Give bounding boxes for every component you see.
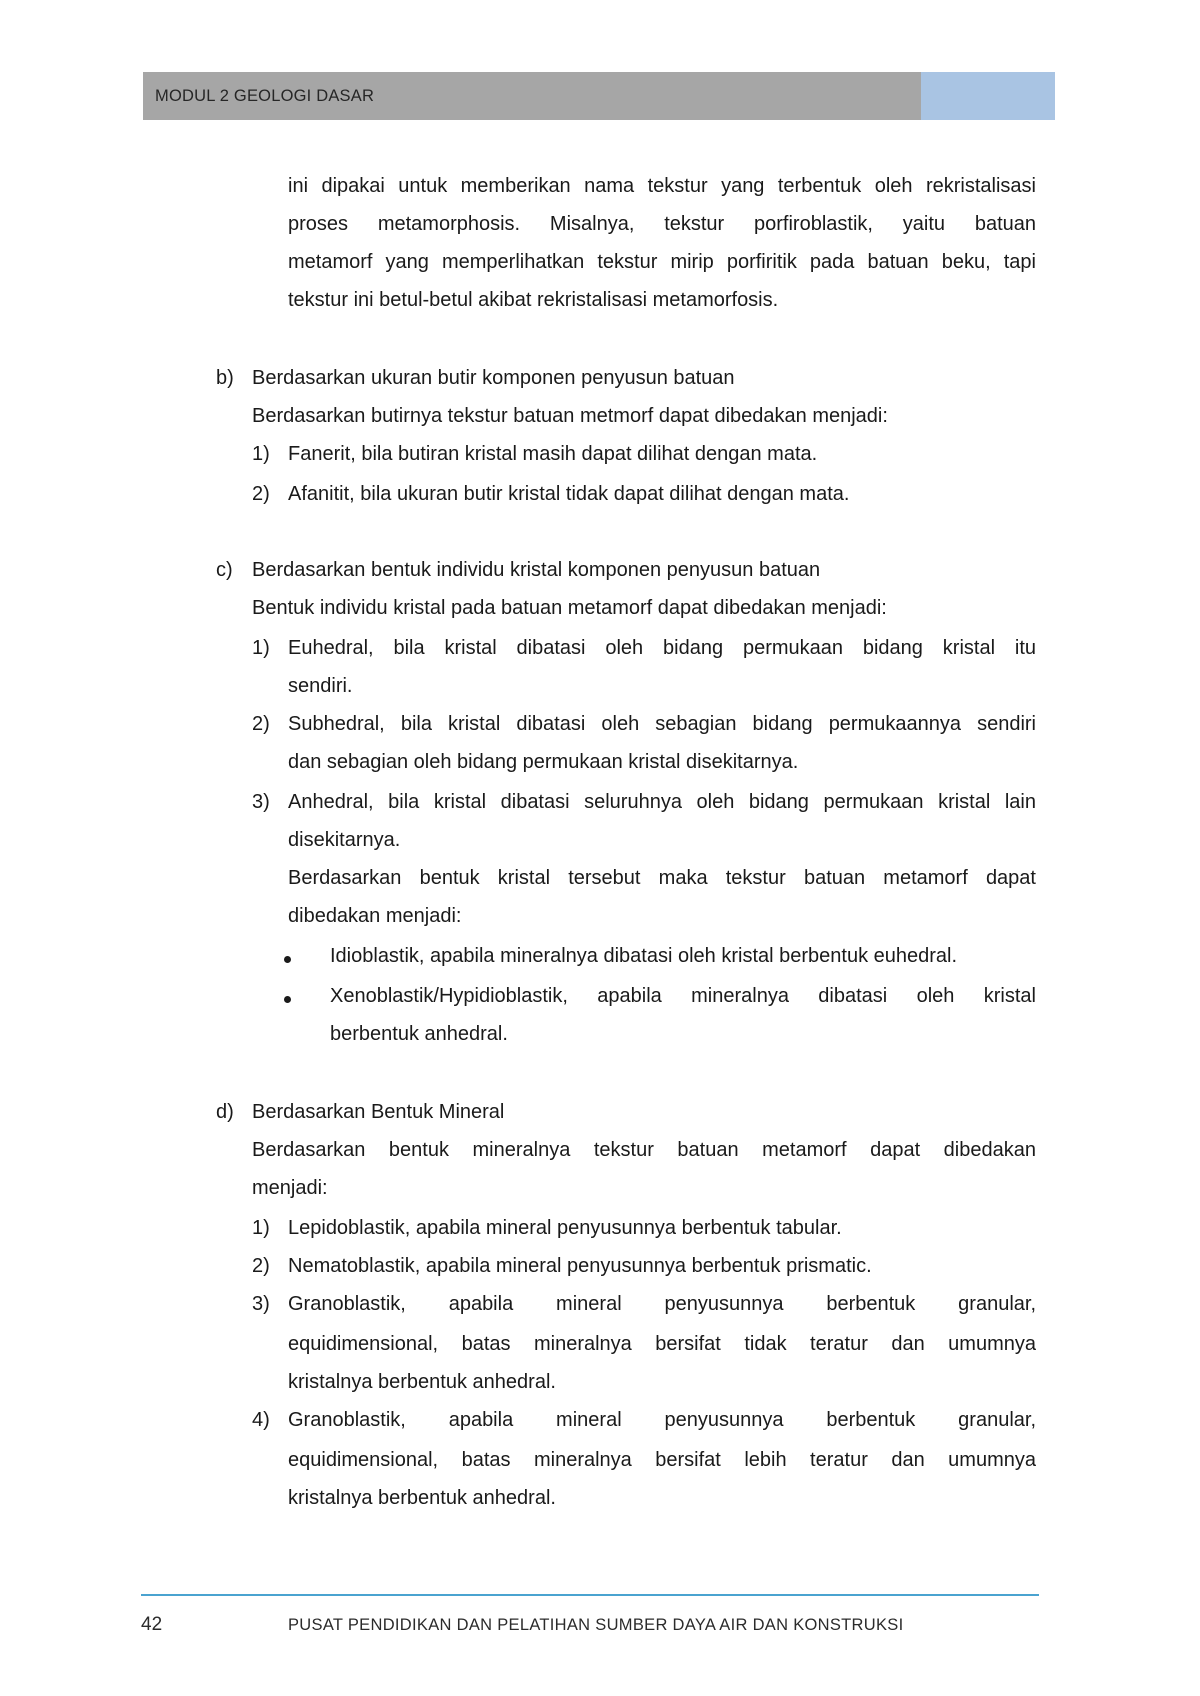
section-c-marker: c) [216,559,233,581]
list-item: Anhedral, bila kristal dibatasi seluruhnya oleh bidang permukaan kristal lain [288,791,1036,813]
bullet-dot [284,996,291,1003]
list-item-continued: equidimensional, batas mineralnya bersifat tidak teratur dan umumnya [288,1333,1036,1355]
module-title: MODUL 2 GEOLOGI DASAR [143,72,921,120]
list-item: Afanitit, bila ukuran butir kristal tidak dapat dilihat dengan mata. [288,483,850,505]
section-b-heading: Berdasarkan ukuran butir komponen penyusun batuan [252,367,735,389]
intro-line: ini dipakai untuk memberikan nama tekstur yang terbentuk oleh rekristalisasi [288,175,1036,197]
bullet-item: Xenoblastik/Hypidioblastik, apabila mineralnya dibatasi oleh kristal [330,985,1036,1007]
list-item: Euhedral, bila kristal dibatasi oleh bidang permukaan bidang kristal itu [288,637,1036,659]
section-d-marker: d) [216,1101,234,1123]
page-header [143,72,1055,120]
list-marker: 3) [252,791,270,813]
bullet-item: Idioblastik, apabila mineralnya dibatasi oleh kristal berbentuk euhedral. [330,945,958,967]
list-item: Granoblastik, apabila mineral penyusunnya berbentuk granular, [288,1409,1036,1431]
list-item: Nematoblastik, apabila mineral penyusunnya berbentuk prismatic. [288,1255,872,1277]
list-item-continued: kristalnya berbentuk anhedral. [288,1371,556,1393]
section-d-lead: Berdasarkan bentuk mineralnya tekstur batuan metamorf dapat dibedakan [252,1139,1036,1161]
list-item: Lepidoblastik, apabila mineral penyusunnya berbentuk tabular. [288,1217,842,1239]
list-marker: 4) [252,1409,270,1431]
list-item-continued: disekitarnya. [288,829,401,851]
bullet-item-continued: berbentuk anhedral. [330,1023,508,1045]
sub-lead: Berdasarkan bentuk kristal tersebut maka tekstur batuan metamorf dapat [288,867,1036,889]
intro-line: tekstur ini betul-betul akibat rekristalisasi metamorfosis. [288,289,779,311]
list-marker: 1) [252,637,270,659]
bullet-dot [284,956,291,963]
section-d-heading: Berdasarkan Bentuk Mineral [252,1101,505,1123]
section-b-lead: Berdasarkan butirnya tekstur batuan metmorf dapat dibedakan menjadi: [252,405,888,427]
list-marker: 1) [252,443,270,465]
list-item: Granoblastik, apabila mineral penyusunnya berbentuk granular, [288,1293,1036,1315]
list-item-continued: kristalnya berbentuk anhedral. [288,1487,556,1509]
list-marker: 1) [252,1217,270,1239]
list-item: Fanerit, bila butiran kristal masih dapat dilihat dengan mata. [288,443,818,465]
intro-line: metamorf yang memperlihatkan tekstur mirip porfiritik pada batuan beku, tapi [288,251,1036,273]
list-item-continued: dan sebagian oleh bidang permukaan kristal disekitarnya. [288,751,799,773]
list-item-continued: equidimensional, batas mineralnya bersifat lebih teratur dan umumnya [288,1449,1036,1471]
section-d-lead-continued: menjadi: [252,1177,328,1199]
list-item: Subhedral, bila kristal dibatasi oleh sebagian bidang permukaannya sendiri [288,713,1036,735]
list-marker: 2) [252,713,270,735]
section-c-lead: Bentuk individu kristal pada batuan metamorf dapat dibedakan menjadi: [252,597,887,619]
section-c-heading: Berdasarkan bentuk individu kristal komponen penyusun batuan [252,559,821,581]
list-item-continued: sendiri. [288,675,353,697]
list-marker: 2) [252,1255,270,1277]
footer-organization: PUSAT PENDIDIKAN DAN PELATIHAN SUMBER DAYA AIR DAN KONSTRUKSI [288,1616,904,1634]
list-marker: 3) [252,1293,270,1315]
section-b-marker: b) [216,367,234,389]
header-accent-block [921,72,1055,120]
sub-lead-continued: dibedakan menjadi: [288,905,462,927]
page-number: 42 [141,1614,163,1635]
footer-divider [141,1594,1039,1596]
list-marker: 2) [252,483,270,505]
intro-line: proses metamorphosis. Misalnya, tekstur porfiroblastik, yaitu batuan [288,213,1036,235]
